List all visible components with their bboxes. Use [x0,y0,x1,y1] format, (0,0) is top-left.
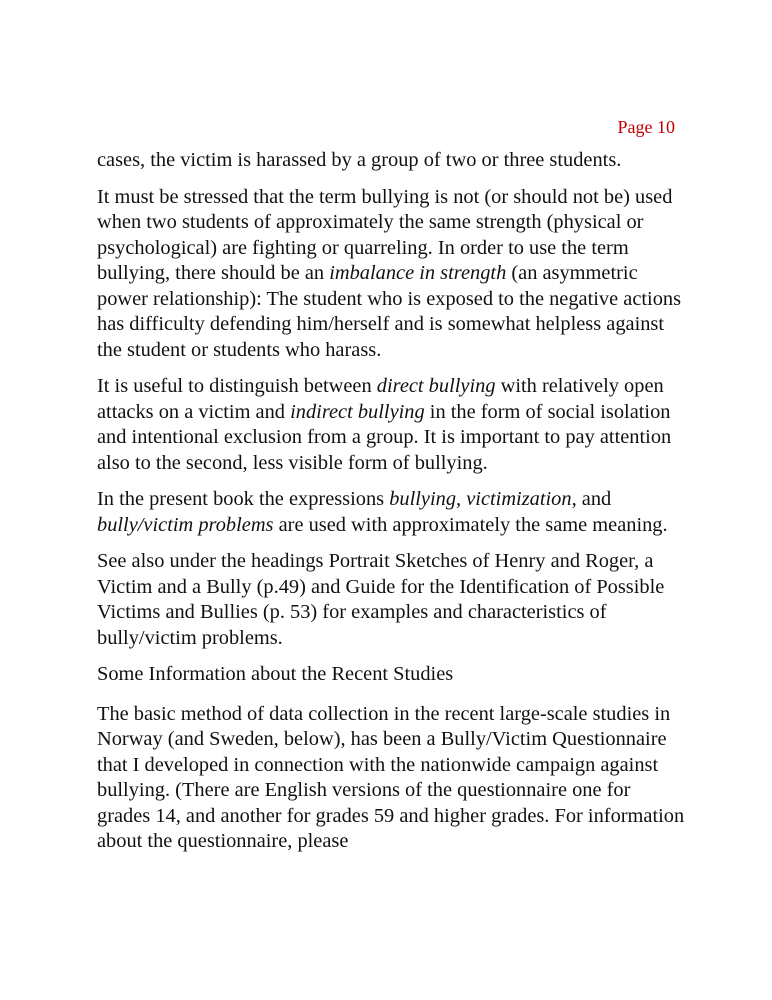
paragraph-2-text-c: (an asymmetric power relationship): The student who is exposed to the negative actions has difficulty defending him/herself and is somewhat helpless against the student or students who harass. [97,262,682,361]
page-body [97,148,687,866]
paragraph-3-text-a: It is useful to distinguish between [97,375,377,397]
page-number: Page 10 [617,117,675,137]
paragraph-1-text: cases, the victim is harassed by a group of two or three students. [97,149,622,171]
paragraph-2 [97,185,687,364]
paragraph-3-emphasis-2: indirect bullying [290,400,425,423]
paragraph-2-emphasis: imbalance in strength [329,262,507,284]
paragraph-3-text-c: with relatively open attacks on a victim and [97,375,664,423]
section-heading-text: Some Information about the Recent Studies [97,663,454,685]
paragraph-4 [97,487,687,538]
paragraph-2-text-a: It must be stressed that the term bullying is not (or should not be) used when two students of approximately the same strength (physical or psychological) are fighting or quarreling. In order to use the term bullying, there should be an [97,185,673,284]
paragraph-4-text-a: In the present book the expressions [97,488,390,510]
paragraph-4-text-c: , and [571,488,612,510]
paragraph-6 [97,702,687,855]
paragraph-3-emphasis-1: direct bullying [376,375,496,397]
paragraph-6-text: The basic method of data collection in the recent large-scale studies in Norway (and Sweden, below), has been a Bully/Victim Questionnaire that I developed in connection with the nationwide campaign against bullying. (There are English versions of the questionnaire one for grades 14, and another for grades 59 and higher grades. For information about the questionnaire, please [97,702,685,852]
paragraph-3-text-e: in the form of social isolation and intentional exclusion from a group. It is important to pay attention also to the second, less visible form of bullying. [97,400,672,474]
paragraph-4-emphasis-2: bully/victim problems [97,513,274,536]
paragraph-4-text-e: are used with approximately the same meaning. [273,513,668,536]
paragraph-3 [97,374,687,476]
paragraph-1 [97,148,687,174]
paragraph-5 [97,549,687,651]
paragraph-4-emphasis-1: bullying, victimization [389,488,572,510]
paragraph-5-text: See also under the headings Portrait Sketches of Henry and Roger, a Victim and a Bully (p.49) and Guide for the Identification of Possible Victims and Bullies (p. 53) for examples and characteristics of bully/victim problems. [97,550,665,649]
section-heading [97,662,687,688]
